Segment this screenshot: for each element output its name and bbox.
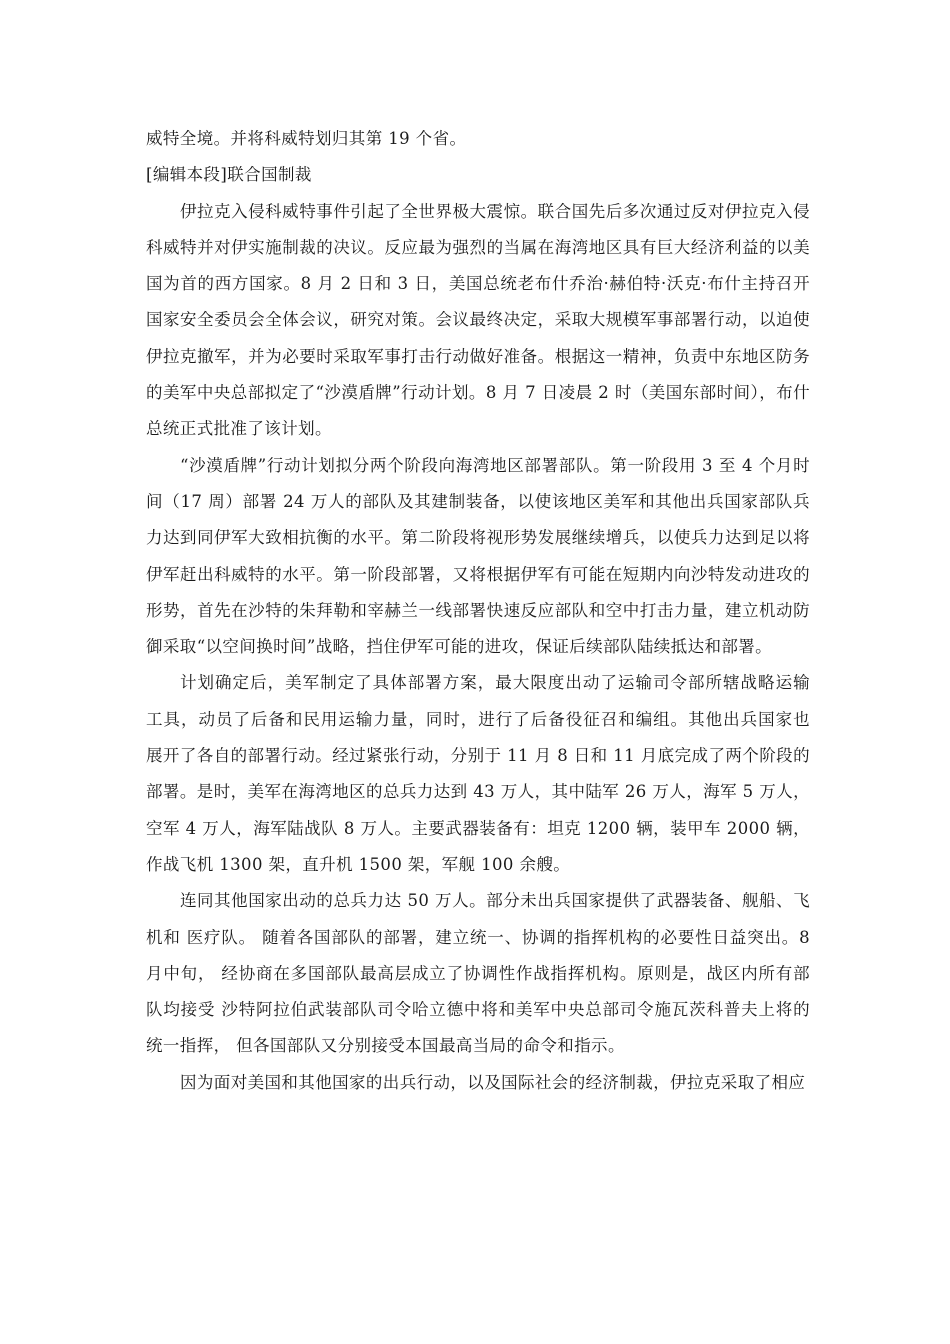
lead-fragment: 威特全境。并将科威特划归其第 19 个省。 (146, 129, 467, 148)
paragraph-coalition-command: 连同其他国家出动的总兵力达 50 万人。部分未出兵国家提供了武器装备、舰船、飞机和 医疗队。 随着各国部队的部署，建立统一、协调的指挥机构的必要性日益突出。8 月中旬， 经协商在多国部队最高层成立了协调性作战指挥机构。原则是，战区内所有部队均接受 沙特阿拉伯武装部队司令哈立德中将和美军中央总部司令施瓦茨科普夫上将的统一指挥， 但各国部队又分别接受本国最高当局的命令和指示。 (146, 891, 810, 1056)
paragraph-un-sanctions: 伊拉克入侵科威特事件引起了全世界极大震惊。联合国先后多次通过反对伊拉克入侵科威特并对伊实施制裁的决议。反应最为强烈的当属在海湾地区具有巨大经济利益的以美国为首的西方国家。8 月 2 日和 3 日，美国总统老布什乔治·赫伯特·沃克·布什主持召开国家安全委员会全体会议，研究对策。会议最终决定，采取大规模军事部署行动，以迫使伊拉克撤军，并为必要时采取军事打击行动做好准备。根据这一精神，负责中东地区防务的美军中央总部拟定了“沙漠盾牌”行动计划。8 月 7 日凌晨 2 时（美国东部时间），布什总统正式批准了该计划。 (146, 201, 810, 439)
paragraph-deployment: 计划确定后，美军制定了具体部署方案，最大限度出动了运输司令部所辖战略运输 工具，动员了后备和民用运输力量，同时，进行了后备役征召和编组。其他出兵国家也 展开了各自的部署行动。经过紧张行动，分别于 11 月 8 日和 11 月底完成了两个阶段的部署。是时，美军在海湾地区的总兵力达到 43 万人，其中陆军 26 万人，海军 5 万人，空军 4 万人，海军陆战队 8 万人。主要武器装备有：坦克 1200 辆，装甲车 2000 辆，作战飞机 1300 架，直升机 1500 架，军舰 100 余艘。 (146, 673, 810, 874)
paragraph-iraq-response: 因为面对美国和其他国家的出兵行动，以及国际社会的经济制裁，伊拉克采取了相应 (180, 1072, 806, 1092)
section-heading: [编辑本段]联合国制裁 (146, 165, 312, 185)
paragraph-desert-shield-plan: “沙漠盾牌”行动计划拟分两个阶段向海湾地区部署部队。第一阶段用 3 至 4 个月时间（17 周）部署 24 万人的部队及其建制装备，以使该地区美军和其他出兵国家部队兵力达到同伊军大致相抗衡的水平。第二阶段将视形势发展继续增兵，以使兵力达到足以将 伊军赶出科威特的水平。第一阶段部署，又将根据伊军有可能在短期内向沙特发动进攻的形势，首先在沙特的朱拜勒和宰赫兰一线部署快速反应部队和空中打击力量，建立机动防御采取“以空间换时间”战略，挡住伊军可能的进攻，保证后续部队陆续抵达和部署。 (146, 455, 810, 657)
document-body (146, 121, 810, 1101)
